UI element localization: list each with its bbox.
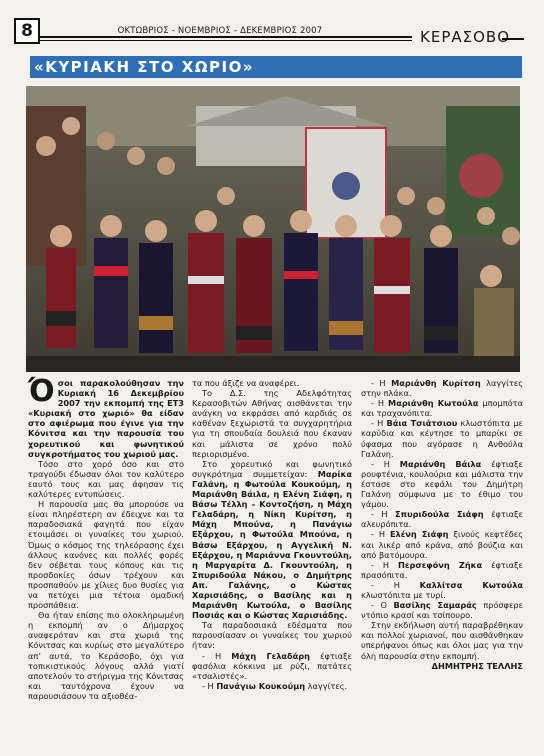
dish-prefix: - Η: [371, 509, 396, 520]
paragraph: Τόσο στο χορό όσο και στο τραγούδι έδωσαν όλοι τον καλύτερο εαυτό τους και μας άφησαν τις καλύτερες εντυπώσεις.: [28, 458, 184, 500]
dish-item: [361, 600, 523, 620]
page-number-box: [14, 18, 40, 44]
dish-prefix: - Η: [371, 559, 399, 570]
header-rule-thin: [40, 40, 412, 41]
article-photo: [26, 86, 520, 372]
dancers-photo-illustration: [26, 86, 520, 372]
dish-text: έφτιαξε αλευρόπιτα.: [361, 509, 523, 530]
dish-item: [361, 378, 523, 398]
dish-prefix: - Ο: [371, 600, 394, 611]
cook-name: Βάια Τσιάτσιου: [386, 418, 458, 429]
drop-cap: Ό: [28, 374, 55, 409]
dish-item: [361, 529, 523, 559]
paragraph: Το Δ.Σ. της Αδελφότητας Κερασοβιτών Αθήνας αισθάνεται την ανάγκη να εκφράσει από καρδιάς σε καθέναν ξεχωριστά τα συγχαρητήρια για τη σπουδαία δουλειά που έκαναν και μάλιστα σε χρόνο πολύ περιορισμένο.: [192, 388, 352, 459]
dish-prefix: - Η: [371, 378, 392, 388]
magazine-rule: [502, 38, 524, 40]
magazine-name: ΚΕΡΑΣΟΒΟ: [420, 28, 511, 46]
dish-text: έφτιαξε φασόλια κόκκινα με ρύζι, πατάτες «τσαλιστές».: [192, 650, 352, 681]
paragraph: Η παρουσία μας θα μπορούσε να είναι πληρέστερη αν έδειχνε και τα παραδοσιακά φαγητά που είχαν ετοιμάσει οι γυναίκες του χωριού. Όμως ο κόσμος της τηλεόρασης έχει άλλους κανόνες και πολλές φορές δεν σέβεται τους κόπους και τις προσδοκίες όσων τρέχουν και προσπαθούν με χίλιες δυο θυσίες για να πετύχει μια τέτοια ομαδική προσπάθεια.: [28, 499, 184, 611]
dish-prefix: - Η: [202, 650, 232, 661]
cook-name: Ελένη Σιάφη: [389, 529, 449, 540]
dish-prefix: - Η: [371, 398, 389, 409]
dish-prefix: - Η: [371, 529, 390, 540]
dish-text: μπομπότα και τραχανόπιτα.: [361, 398, 523, 419]
paragraph: τα που άξιζε να αναφέρει.: [192, 378, 300, 388]
dish-prefix: - Η: [371, 418, 387, 429]
dish-prefix: - Η: [371, 579, 420, 590]
participants-paragraph: [192, 459, 352, 621]
cook-name: Μαριάνθη Βάιλα: [399, 458, 482, 469]
dish-item: [192, 681, 352, 691]
dish-text: πρόσφερε ντόπιο κρασί και τσίπουρο.: [361, 600, 523, 621]
dish-item: [192, 651, 352, 681]
article-column-2: [192, 378, 352, 691]
lead-paragraph: [28, 374, 184, 459]
participants-intro: Στο χορευτικό και φωνητικό συγκρότημα συμμετείχαν:: [192, 458, 352, 479]
dish-text: κλωστόπιτα με καρύδια και κέντησε το μπαρίκι σε ύφασμα που αγόρασε η Ανθούλα Γαλάνη.: [361, 418, 523, 459]
dish-item: [361, 560, 523, 580]
article-title: «ΚΥΡΙΑΚΗ ΣΤΟ ΧΩΡΙΟ»: [34, 58, 255, 76]
dish-item: [361, 459, 523, 509]
dish-item: [361, 509, 523, 529]
dish-text: λαγγίτες στην πλάκα.: [361, 378, 524, 399]
cook-name: Περσεφόνη Ζήκα: [398, 559, 483, 570]
page-number: 8: [21, 21, 33, 41]
dish-text: έφτιαξε ρουφτένια, κουλούρια και μάλιστα την έστασε στο κεφάλι του Δημήτρη Γαλάνη σύμφωνα με το έθιμο του γάμου.: [361, 458, 523, 510]
author-signature: ΔΗΜΗΤΡΗΣ ΤΕΛΛΗΣ: [431, 660, 523, 671]
lead-text: σοι παρακολούθησαν την Κυριακή 16 Δεκεμβρίου 2007 την εκπομπή της ΕΤ3 «Κυριακή στο χωριό» θα είδαν στο αφιέρωμα που έγινε για την Κόνιτσα και την παρουσία του χορευτικού και φωνητικού συγκροτήματος του χωριού μας.: [28, 378, 184, 459]
paragraph: Στην εκδήλωση αυτή παραβρέθηκαν και πολλοί χωριανοί, που αισθάνθηκαν υπερήφανοι όπως και όλοι μας για την όλη παρουσία στην εκπομπή.: [361, 620, 523, 661]
cook-name: Καλλίτσα Κωτούλα: [419, 579, 523, 590]
dish-item: [361, 418, 523, 458]
title-banner: [30, 56, 522, 78]
dish-text: ξινούς κεφτέδες και λικέρ από κράνα, από βούζια και από βατόμουρα.: [361, 529, 524, 560]
cook-name: Μαριάνθη Κυρίτση: [391, 378, 481, 388]
issue-date: ΟΚΤΩΒΡΙΟΣ - ΝΟΕΜΒΡΙΟΣ - ΔΕΚΕΜΒΡΙΟΣ 2007: [117, 26, 323, 36]
cook-name: Μαριάνθη Κωτούλα: [388, 398, 479, 409]
cook-name: Μάχη Γελαδάρη: [231, 650, 310, 661]
article-column-1: [28, 374, 184, 701]
dish-prefix: - Η: [202, 680, 217, 691]
dish-prefix: - Η: [371, 458, 400, 469]
cook-name: Βασίλης Σαμαράς: [393, 600, 477, 611]
paragraph: Τα παραδοσιακά εδέσματα που παρουσίασαν οι γυναίκες του χωριού ήταν:: [192, 620, 352, 651]
dish-text: έφτιαξε πρασόπιτα.: [361, 559, 523, 580]
dish-text: κλωστόπιτα με τυρί.: [361, 589, 446, 600]
dish-text: λαγγίτες.: [305, 680, 348, 691]
header-rule: [40, 36, 412, 38]
cook-name: Σπυριδούλα Σιάφη: [395, 509, 484, 520]
cook-name: Πανάγιω Κουκούμη: [216, 680, 306, 691]
participants-names: Μαρίκα Γαλάνη, η Φωτούλα Κουκούμη, η Μαριάνθη Βάιλα, η Ελένη Σιάφη, η Βάσω Τέλλη – Κοντοζήση, η Μάχη Γελαδάρη, η Νίκη Κυρίτση, η Μάχη Μπούνα, η Πανάγιω Εξάρχου, η Φωτούλα Μπούνα, η Βάσω Εξάρχου, η Αγγελική Ν. Εξάρχου, η Μαριάννα Γκουντούλη, η Μαργαρίτα Δ. Γκουντούλη, η Σπυριδούλα Νάκου, ο Δημήτρης Απ. Γαλάνης, ο Κώστας Χαρισιάδης, ο Βασίλης και η Μαριάνθη Κωτούλα, ο Βασίλης Ποσιάς και ο Κώστας Χαρισιάδης.: [192, 468, 352, 621]
article-column-3: [361, 378, 523, 671]
dish-item: [361, 398, 523, 418]
paragraph: Θα ήταν επίσης πιο ολοκληρωμένη η εκπομπή αν ο Δήμαρχος αναφερόταν και στα χωριά της Κόνιτσας και κυρίως στο μεγαλύτερο απ’ αυτά, το Κεράσοβο, όχι για τοπικιστικούς λόγους αλλά γιατί αποτελούν το στήριγμα της Κόνιτσας και ταυτόχρονα έχουν να παρουσιάσουν τα αξιοθέα-: [28, 610, 184, 701]
dish-item: [361, 580, 523, 600]
